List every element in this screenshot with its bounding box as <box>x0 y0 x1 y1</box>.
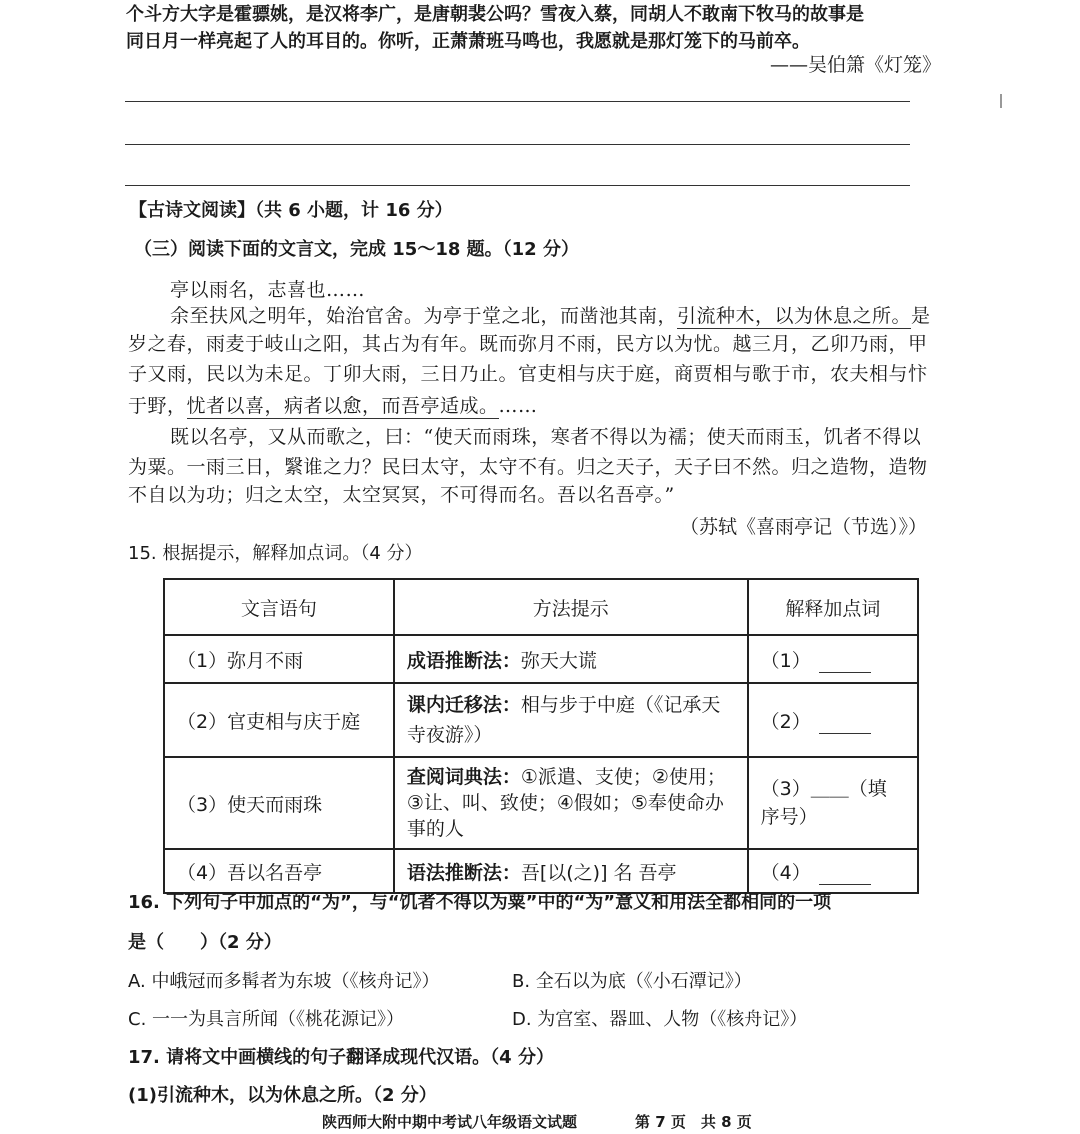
passage-line: 为粟。一雨三日，繄谁之力？民曰太守，太守不有。归之天子，天子曰不然。归之造物，造物 <box>128 456 928 478</box>
method-cell <box>394 849 748 893</box>
sentence-cell: （2）官吏相与庆于庭 <box>164 683 394 757</box>
answer-label: （1） <box>760 649 811 672</box>
col-header: 方法提示 <box>394 579 748 635</box>
table-row <box>164 683 918 757</box>
answer-line[interactable] <box>125 144 910 145</box>
answer-cell[interactable] <box>748 683 918 757</box>
method-label: 成语推断法： <box>406 649 521 672</box>
passage-segment: …… <box>498 395 538 417</box>
method-cell <box>394 635 748 683</box>
passage-line: 亭以雨名，志喜也…… <box>170 279 366 301</box>
sentence-cell: （3）使天而雨珠 <box>164 757 394 849</box>
method-label: 语法推断法： <box>406 861 521 884</box>
col-header: 文言语句 <box>164 579 394 635</box>
q16-prompt: 是（ ）（2 分） <box>128 932 282 953</box>
scan-mark <box>1000 94 1002 108</box>
footer-page: 第 7 页 共 8 页 <box>635 1113 752 1131</box>
underlined-sentence-1: 引流种木，以为休息之所。 <box>677 305 912 327</box>
passage-heading: （三）阅读下面的文言文，完成 15～18 题。（12 分） <box>134 239 579 260</box>
method-label: 查阅词典法： <box>406 766 521 788</box>
passage-segment: 是 <box>911 305 931 327</box>
method-text: ①派遣、支使；②使用；③让、叫、致使；④假如；⑤奉使命办事的人 <box>406 766 726 840</box>
passage-line: 子又雨，民以为未足。丁卯大雨，三日乃止。官吏相与庆于庭，商贾相与歌于市，农夫相与忭 <box>128 363 928 385</box>
footer-school: 陕西师大附中期中考试八年级语文试题 <box>322 1113 578 1131</box>
passage-line <box>128 393 538 419</box>
answer-blank[interactable] <box>819 654 871 673</box>
answer-label: （4） <box>760 861 811 884</box>
answer-blank[interactable] <box>819 715 871 734</box>
underlined-sentence-2: 忧者以喜，病者以愈，而吾亭适成。 <box>186 395 499 417</box>
q16-prompt: 16. 下列句子中加点的“为”，与“饥者不得以为粟”中的“为”意义和用法全都相同的一项 <box>128 892 832 913</box>
section-title: 【古诗文阅读】 <box>129 200 255 221</box>
passage-segment: 于野， <box>128 395 187 417</box>
method-cell <box>394 757 748 849</box>
table-row <box>164 849 918 893</box>
sentence-cell: （1）弥月不雨 <box>164 635 394 683</box>
passage-segment: 始治官舍。为亭于堂之北，而凿池其南， <box>326 305 678 327</box>
attribution: ——吴伯箫《灯笼》 <box>770 54 942 76</box>
option-b[interactable]: B. 全石以为底（《小石潭记》） <box>512 971 752 992</box>
method-text: 相与步于中庭（《记承天寺夜游》） <box>406 694 721 746</box>
answer-blank[interactable] <box>819 866 871 885</box>
option-a[interactable]: A. 中峨冠而多髯者为东坡（《核舟记》） <box>128 971 440 992</box>
answer-cell[interactable] <box>748 635 918 683</box>
method-cell <box>394 683 748 757</box>
option-d[interactable]: D. 为宫室、器皿、人物（《核舟记》） <box>512 1009 808 1030</box>
passage-line: 既以名亭，又从而歌之，曰：“使天而雨珠，寒者不得以为襦；使天而雨玉，饥者不得以 <box>170 426 922 448</box>
method-text: 弥天大谎 <box>520 649 597 672</box>
q17-prompt: 17. 请将文中画横线的句子翻译成现代汉语。（4 分） <box>128 1047 554 1068</box>
table-header-row <box>164 579 918 635</box>
sentence-cell: （4）吾以名吾亭 <box>164 849 394 893</box>
passage-line: 同日月一样亮起了人的耳目的。你听，正萧萧班马鸣也，我愿就是那灯笼下的马前卒。 <box>126 31 810 52</box>
passage-line: 岁之春，雨麦于岐山之阳，其占为有年。既而弥月不雨，民方以为忧。越三月，乙卯乃雨，甲 <box>128 333 928 355</box>
section-header <box>129 198 453 224</box>
passage-source: （苏轼《喜雨亭记（节选）》） <box>680 516 928 538</box>
col-header: 解释加点词 <box>748 579 918 635</box>
table-row <box>164 757 918 849</box>
passage-line: 个斗方大字是霍骠姚，是汉将李广，是唐朝裴公吗？雪夜入蔡，同胡人不敢南下牧马的故事是 <box>126 4 864 25</box>
method-text: 吾[以(之)] 名 吾亭 <box>520 861 677 884</box>
section-summary: （共 6 小题，计 16 分） <box>255 200 453 221</box>
answer-line[interactable] <box>125 101 910 102</box>
passage-segment: 余至扶风之明年， <box>170 305 327 327</box>
passage-line: 不自以为功；归之太空，太空冥冥，不可得而名。吾以名吾亭。” <box>128 484 675 506</box>
answer-line[interactable] <box>125 185 910 186</box>
method-label: 课内迁移法： <box>406 694 521 716</box>
q15-table <box>163 578 919 894</box>
passage-line <box>170 303 931 329</box>
table-row <box>164 635 918 683</box>
answer-cell[interactable] <box>748 849 918 893</box>
q15-prompt: 15. 根据提示，解释加点词。（4 分） <box>128 543 423 564</box>
option-c[interactable]: C. 一一为具言所闻（《桃花源记》） <box>128 1009 405 1030</box>
q17-item: (1)引流种木，以为休息之所。（2 分） <box>128 1085 437 1106</box>
answer-label: （3）＿＿（填序号） <box>760 778 887 828</box>
answer-cell[interactable] <box>748 757 918 849</box>
answer-label: （2） <box>760 710 811 733</box>
